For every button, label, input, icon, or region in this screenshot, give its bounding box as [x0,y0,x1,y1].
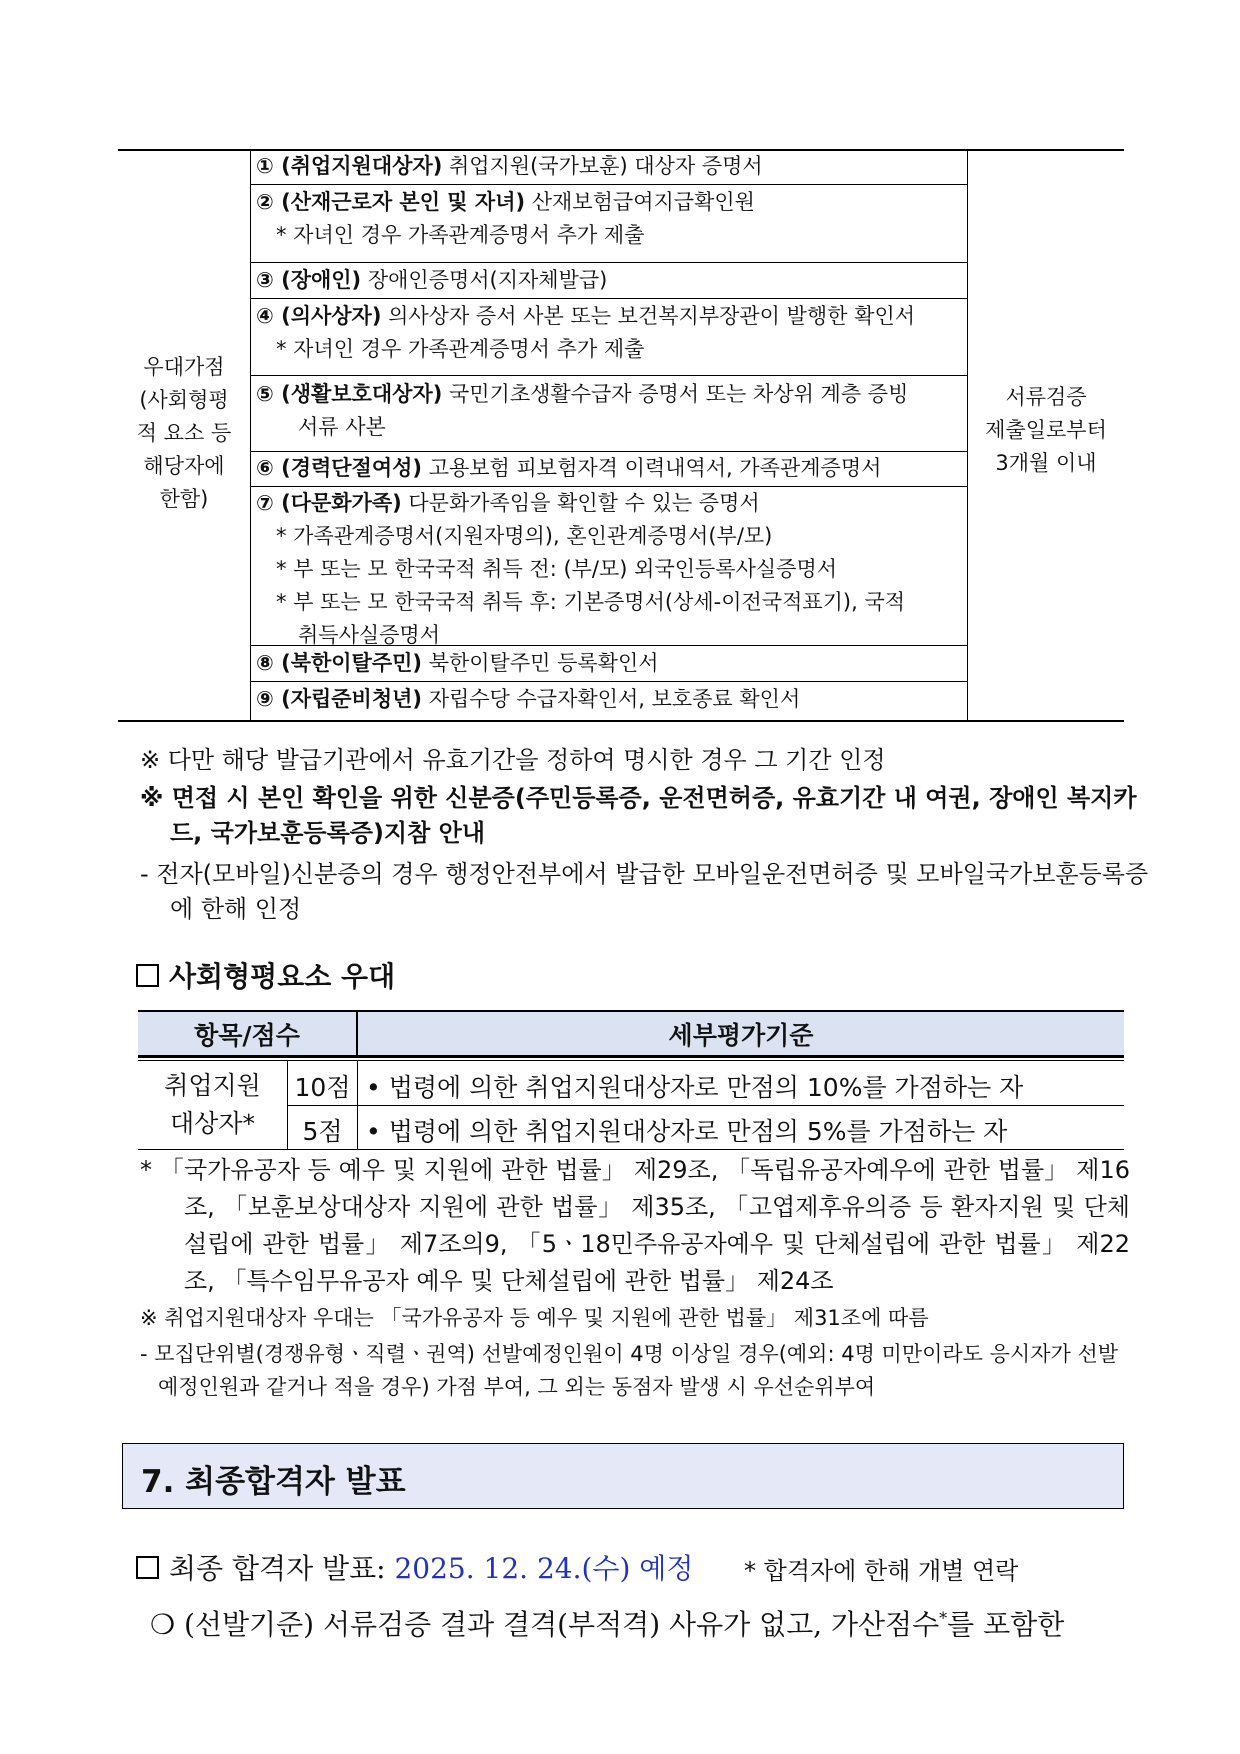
left-label-line: 한함) [159,487,209,511]
right-label-line: 서류검증 [1005,385,1087,409]
item-title: ② (산재근로자 본인 및 자녀) [256,190,526,214]
item-text: 의사상자 증서 사본 또는 보건복지부장관이 발행한 확인서 [381,304,916,328]
item-text: 북한이탈주민 등록확인서 [422,651,659,675]
item-title: ① (취업지원대상자) [256,154,443,178]
item-text: 자립수당 수급자확인서, 보호종료 확인서 [422,687,801,711]
row-divider [250,262,967,263]
preference-footnote: ※ 취업지원대상자 우대는 「국가유공자 등 예우 및 지원에 관한 법률」 제31조에 따름 [140,1306,929,1330]
header-item-score: 항목/점수 [194,1021,300,1050]
item-text: 다문화가족임을 확인할 수 있는 증명서 [401,491,760,515]
category-line: 대상자* [170,1109,255,1138]
table-cell-item-3 [256,264,961,297]
left-label-line: 우대가점 [143,355,225,379]
left-label [118,351,250,516]
header-bottom-double-line [138,1055,1124,1058]
bonus-rule-footnote: - 모집단위별(경쟁유형ㆍ직렬ㆍ권역) 선발예정인원이 4명 이상일 경우(예외: 4명 미만이라도 응시자가 선발예정인원과 같거나 적을 경우) 가점 부여, 그 외는 동점자 발생 시 우선순위부여 [140,1342,1119,1399]
header-criteria: 세부평가기준 [668,1021,814,1050]
table-bottom-border [138,1149,1124,1150]
id-card-note: ※ 면접 시 본인 확인을 위한 신분증(주민등록증, 운전면허증, 유효기간 내 여권, 장애인 복지카드, 국가보훈등록증)지참 안내 [140,784,1137,847]
right-label-line: 제출일로부터 [985,418,1107,442]
left-label-line: 해당자에 [143,454,225,478]
criteria-text: ❍ (선발기준) 서류검증 결과 결격(부적격) 사유가 없고, 가산점수 [150,1608,940,1641]
category-line: 취업지원 [164,1071,261,1100]
final-announcement-line [136,1547,693,1587]
item-title: ④ (의사상자) [256,304,382,328]
score-cell: 10점 [294,1073,351,1102]
score-table [138,1010,1124,1150]
category-cell [138,1067,287,1143]
row-divider [250,298,967,299]
validity-note: ※ 다만 해당 발급기관에서 유효기간을 정하여 명시한 경우 그 기간 인정 [140,746,886,774]
criterion-cell: • 법령에 의한 취업지원대상자로 만점의 10%를 가점하는 자 [366,1073,1024,1102]
selection-criteria-line [150,1603,1064,1643]
section-heading-7 [122,1443,1124,1509]
heading-7-title: 7. 최종합격자 발표 [141,1464,406,1500]
criteria-footnote-mark: * [939,1608,948,1628]
table-cell-item-7 [256,487,961,652]
item-title: ⑧ (북한이탈주민) [256,651,423,675]
table-cell-item-4 [256,300,961,366]
section-heading-social [136,955,395,995]
left-label-line: 적 요소 등 [136,421,232,445]
item-title: ⑨ (자립준비청년) [256,687,423,711]
final-announcement-note: * 합격자에 한해 개별 연락 [744,1557,1019,1585]
row-divider [250,375,967,376]
table-cell-item-6 [256,452,961,485]
table-cell-item-9 [256,683,961,716]
table-cell-item-8 [256,647,961,680]
item-title: ③ (장애인) [256,268,362,292]
checkbox-icon [136,1556,159,1579]
row-divider [287,1105,1124,1106]
row-divider [250,681,967,682]
final-announcement-label: 최종 합격자 발표: [169,1552,386,1585]
table-cell-item-5 [256,378,961,444]
section-title: 사회형평요소 우대 [169,960,396,993]
item-subnote: * 가족관계증명서(지원자명의), 혼인관계증명서(부/모) [276,524,773,548]
item-subnote: 취득사실증명서 [298,623,441,647]
right-label [968,381,1124,480]
table-bottom-border [118,720,1124,722]
item-text: 국민기초생활수급자 증명서 또는 차상위 계층 증빙 [442,382,909,406]
checkbox-icon [136,964,159,987]
final-announcement-date: 2025. 12. 24.(수) 예정 [394,1552,694,1585]
item-title: ⑥ (경력단절여성) [256,456,423,480]
right-label-line: 3개월 이내 [995,451,1097,475]
item-subnote: * 부 또는 모 한국국적 취득 전: (부/모) 외국인등록사실증명서 [276,557,838,581]
header-bottom-double-line [138,1060,1124,1061]
item-subnote: 서류 사본 [298,415,386,439]
item-subnote: * 자녀인 경우 가족관계증명서 추가 제출 [276,223,645,247]
law-footnote: * 「국가유공자 등 예우 및 지원에 관한 법률」 제29조, 「독립유공자예우에 관한 법률」 제16조, 「보훈보상대상자 지원에 관한 법률」 제35조, 「고엽제후유의증 등 환자지원 및 단체설립에 관한 법률」 제7조의9, 「5ㆍ18민주유공자예우 및 단체설립에 관한 법률」 제22조, 「특수임무유공자 예우 및 단체설립에 관한 법률」 제24조 [140,1156,1130,1295]
item-subnote: * 자녀인 경우 가족관계증명서 추가 제출 [276,337,645,361]
item-text: 취업지원(국가보훈) 대상자 증명서 [442,154,763,178]
left-label-line: (사회형평 [139,388,229,412]
criterion-cell: • 법령에 의한 취업지원대상자로 만점의 5%를 가점하는 자 [366,1117,1008,1146]
item-text: 고용보험 피보험자격 이력내역서, 가족관계증명서 [422,456,882,480]
criteria-text-tail: 를 포함한 [947,1608,1065,1641]
item-subnote: * 부 또는 모 한국국적 취득 후: 기본증명서(상세-이전국적표기), 국적 [276,590,906,614]
row-divider [250,184,967,185]
document-table [118,149,1124,721]
item-title: ⑤ (생활보호대상자) [256,382,443,406]
item-text: 장애인증명서(지자체발급) [361,268,608,292]
score-cell: 5점 [302,1117,343,1146]
item-text: 산재보험급여지급확인원 [525,190,755,214]
table-cell-item-1 [256,150,961,183]
item-title: ⑦ (다문화가족) [256,491,402,515]
mobile-id-note: - 전자(모바일)신분증의 경우 행정안전부에서 발급한 모바일운전면허증 및 모바일국가보훈등록증에 한해 인정 [140,860,1149,923]
table-cell-item-2 [256,186,961,252]
table-divider [250,149,251,721]
